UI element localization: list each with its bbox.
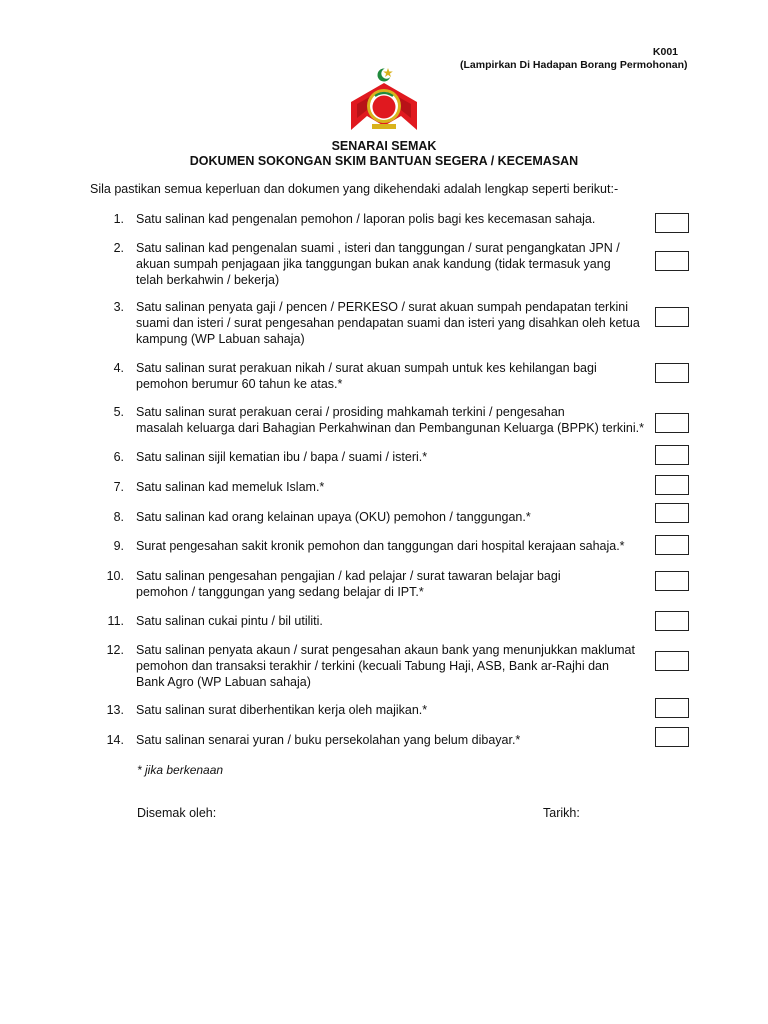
form-code-block bbox=[460, 46, 688, 72]
title-line-1: SENARAI SEMAK bbox=[331, 139, 437, 153]
checkbox-item-11[interactable] bbox=[655, 611, 689, 631]
date-label: Tarikh: bbox=[543, 806, 580, 820]
attach-note: (Lampirkan Di Hadapan Borang Permohonan) bbox=[460, 59, 688, 71]
checked-by-label: Disemak oleh: bbox=[137, 806, 217, 820]
checkbox-item-13[interactable] bbox=[655, 698, 689, 718]
checkbox-item-14[interactable] bbox=[655, 727, 689, 747]
state-crest-icon bbox=[343, 66, 425, 140]
checkbox-item-9[interactable] bbox=[655, 535, 689, 555]
checkbox-item-10[interactable] bbox=[655, 571, 689, 591]
checkbox-item-8[interactable] bbox=[655, 503, 689, 523]
checkbox-item-6[interactable] bbox=[655, 445, 689, 465]
title-line-2: DOKUMEN SOKONGAN SKIM BANTUAN SEGERA / KECEMASAN bbox=[189, 154, 579, 168]
footnote: * jika berkenaan bbox=[137, 763, 224, 777]
checkbox-item-4[interactable] bbox=[655, 363, 689, 383]
checkbox-item-3[interactable] bbox=[655, 307, 689, 327]
checkbox-item-1[interactable] bbox=[655, 213, 689, 233]
form-code: K001 bbox=[652, 46, 678, 58]
checkbox-item-7[interactable] bbox=[655, 475, 689, 495]
checkbox-item-12[interactable] bbox=[655, 651, 689, 671]
checkbox-item-5[interactable] bbox=[655, 413, 689, 433]
checkbox-item-2[interactable] bbox=[655, 251, 689, 271]
intro-text: Sila pastikan semua keperluan dan dokumen yang dikehendaki adalah lengkap seperti berikut:- bbox=[90, 182, 619, 196]
